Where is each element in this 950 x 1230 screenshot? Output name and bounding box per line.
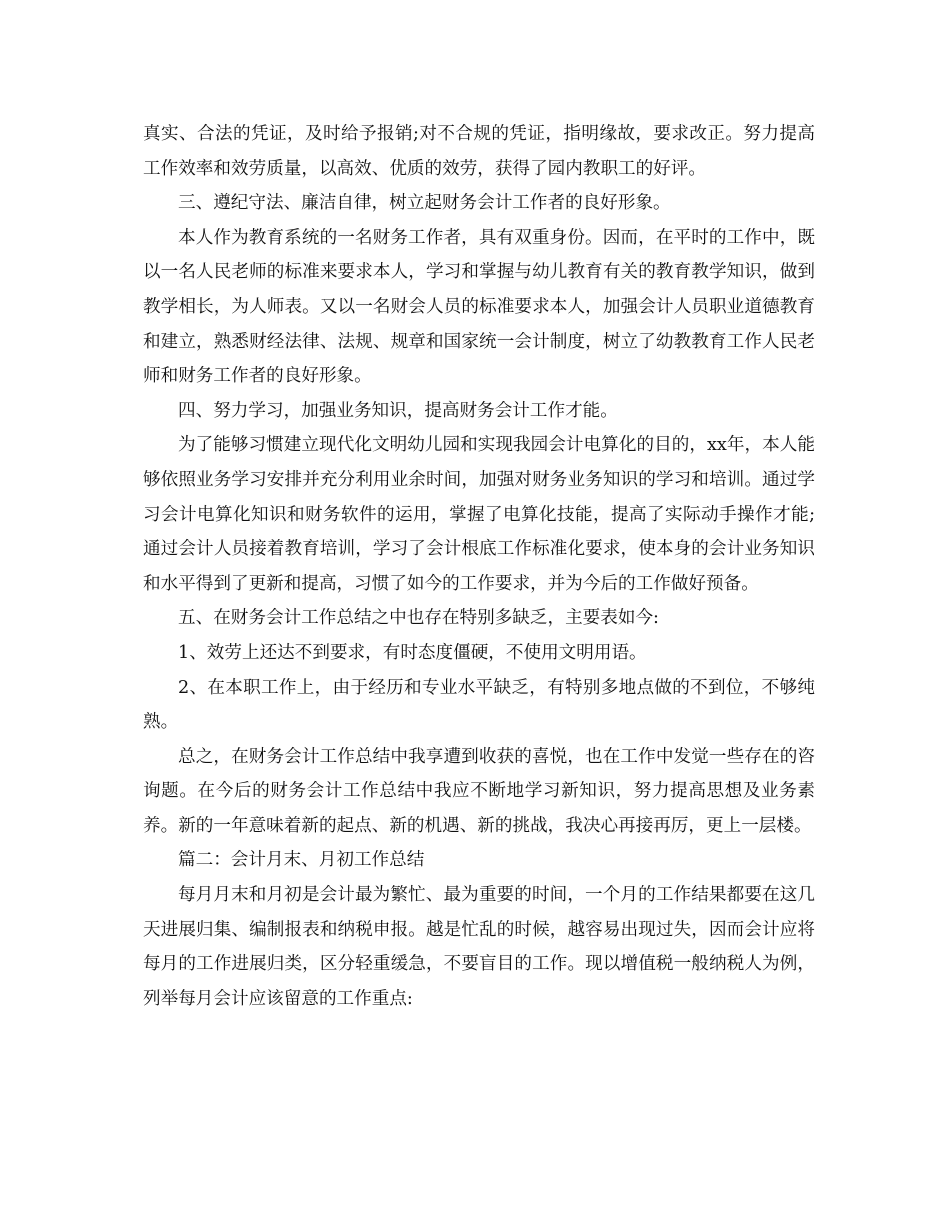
- paragraph-9: 总之，在财务会计工作总结中我享遭到收获的喜悦，也在工作中发觉一些存在的咨询题。在今后的财务会计工作总结中我应不断地学习新知识，努力提高思想及业务素养。新的一年意味着新的起点、新的机遇、新的挑战，我决心再接再厉，更上一层楼。: [143, 746, 815, 836]
- document-body: [143, 117, 815, 1016]
- paragraph-7: 1、效劳上还达不到要求，有时态度僵硬，不使用文明用语。: [178, 642, 647, 663]
- section-heading: 篇二：会计月末、月初工作总结: [178, 850, 425, 871]
- paragraph-3: 本人作为教育系统的一名财务工作者，具有双重身份。因而，在平时的工作中，既以一名人民老师的标准来要求本人，学习和掌握与幼儿教育有关的教育教学知识，做到教学相长，为人师表。又以一名财会人员的标准要求本人，加强会计人员职业道德教育和建立，熟悉财经法律、法规、规章和国家统一会计制度，树立了幼教教育工作人民老师和财务工作者的良好形象。: [143, 227, 815, 387]
- paragraph-5: 为了能够习惯建立现代化文明幼儿园和实现我园会计电算化的目的，xx年，本人能够依照业务学习安排并充分利用业余时间，加强对财务业务知识的学习和培训。通过学习会计电算化知识和财务软件的运用，掌握了电算化技能，提高了实际动手操作才能;通过会计人员接着教育培训，学习了会计根底工作标准化要求，使本身的会计业务知识和水平得到了更新和提高，习惯了如今的工作要求，并为今后的工作做好预备。: [143, 435, 815, 594]
- paragraph-4: 四、努力学习，加强业务知识，提高财务会计工作才能。: [178, 400, 618, 421]
- paragraph-8: 2、在本职工作上，由于经历和专业水平缺乏，有特别多地点做的不到位，不够纯熟。: [143, 677, 815, 733]
- paragraph-1: 真实、合法的凭证，及时给予报销;对不合规的凭证，指明缘故，要求改正。努力提高工作效率和效劳质量，以高效、优质的效劳，获得了园内教职工的好评。: [143, 124, 815, 179]
- paragraph-11: 每月月末和月初是会计最为繁忙、最为重要的时间，一个月的工作结果都要在这几天进展归集、编制报表和纳税申报。越是忙乱的时候，越容易出现过失，因而会计应将每月的工作进展归类，区分轻重缓急，不要盲目的工作。现以增值税一般纳税人为例，列举每月会计应该留意的工作重点:: [143, 885, 815, 1009]
- paragraph-6: 五、在财务会计工作总结之中也存在特别多缺乏，主要表如今:: [178, 608, 659, 629]
- paragraph-2: 三、遵纪守法、廉洁自律，树立起财务会计工作者的良好形象。: [178, 193, 671, 214]
